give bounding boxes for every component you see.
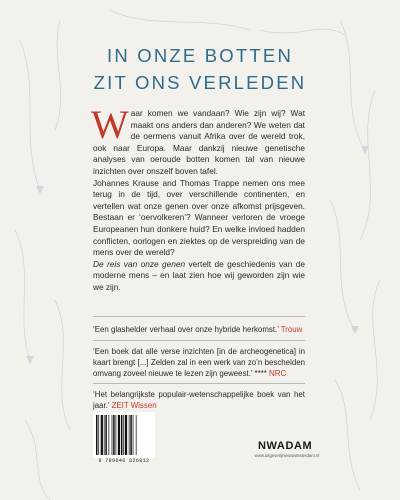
review-source: ZEIT Wissen xyxy=(111,401,157,410)
review-quote-1 xyxy=(93,324,305,335)
barcode-bar xyxy=(129,415,130,455)
review-quote-2 xyxy=(93,346,305,379)
barcode-bar xyxy=(123,415,124,455)
blurb xyxy=(91,102,306,294)
barcode-bar xyxy=(101,415,103,455)
divider xyxy=(93,340,305,341)
divider xyxy=(93,383,305,384)
drop-cap: W xyxy=(91,102,129,147)
publisher-logo: NWADAM xyxy=(258,440,313,452)
blurb-paragraph-1-text: aar komen we vandaan? Wie zijn wij? Wat maakt ons anders dan anderen? We weten dat de oermens vanuit Afrika over de wereld trok, ook naar Europa. Maar dankzij nieuwe genetische analyses van oeroude botten komen tal van nieuwe inzichten over onszelf boven tafel. xyxy=(93,108,305,176)
barcode-bar xyxy=(108,415,109,455)
barcode-bar xyxy=(116,415,117,455)
book-title-italic: De reis van onze genen xyxy=(93,258,186,269)
review-quote-3 xyxy=(93,389,305,411)
blurb-paragraph-1 xyxy=(91,102,305,178)
barcode-bar xyxy=(113,415,115,455)
barcode-bar xyxy=(130,415,132,455)
barcode-bar xyxy=(133,415,134,455)
barcode-bar xyxy=(104,415,105,455)
headline-line-1: IN ONZE BOTTEN xyxy=(107,45,293,66)
barcode-bar xyxy=(98,415,99,455)
review-source: NRC xyxy=(269,369,287,378)
barcode-bar xyxy=(118,415,120,455)
barcode-bar xyxy=(112,415,113,455)
barcode-bar xyxy=(125,415,127,455)
barcode xyxy=(93,412,155,458)
headline-line-2: ZIT ONS VERLEDEN xyxy=(93,72,307,93)
blurb-paragraph-3-text: vertelt de geschiedenis van de moderne mens – en laat zien hoe wij geworden zijn wie we zijn. xyxy=(93,258,306,292)
barcode-bar xyxy=(96,415,98,455)
barcode-bar xyxy=(136,415,137,455)
barcode-bar xyxy=(121,415,123,455)
publisher-url: www.uitgeverijnieuwamsterdam.nl xyxy=(254,453,320,458)
isbn-number: 9 789046 826812 xyxy=(98,458,150,464)
blurb-paragraph-3 xyxy=(93,259,305,294)
review-quote-text: ‘Een glashelder verhaal over onze hybride herkomst.’ xyxy=(93,325,281,334)
divider xyxy=(93,316,305,317)
barcode-bars xyxy=(93,412,155,458)
barcode-bar xyxy=(105,415,107,455)
review-quote-text: ‘Een boek dat alle verse inzichten [in de archeogenetica] in kaart brengt [...] Zelden zal in een werk van zo’n bescheiden omvang zoveel nieuwe te lezen zijn geweest.’ **** xyxy=(93,347,305,378)
blurb-paragraph-2: Johannes Krause and Thomas Trappe nemen ons mee terug in de tijd, over verschillende continenten, en vertellen wat onze genen over onze afkomst prijsgeven. Bestaan er ‘oervolkeren’? Wanneer verloren de vroege Europeanen hun donkere huid? En welke invloed hadden conflicten, oorlogen en ziektes op de verspreiding van de mens over de wereld? xyxy=(93,177,305,258)
review-quote-text: ‘Het belangrijkste populair-wetenschappelijke boek van het jaar.’ xyxy=(93,390,305,410)
review-source: Trouw xyxy=(280,325,303,334)
